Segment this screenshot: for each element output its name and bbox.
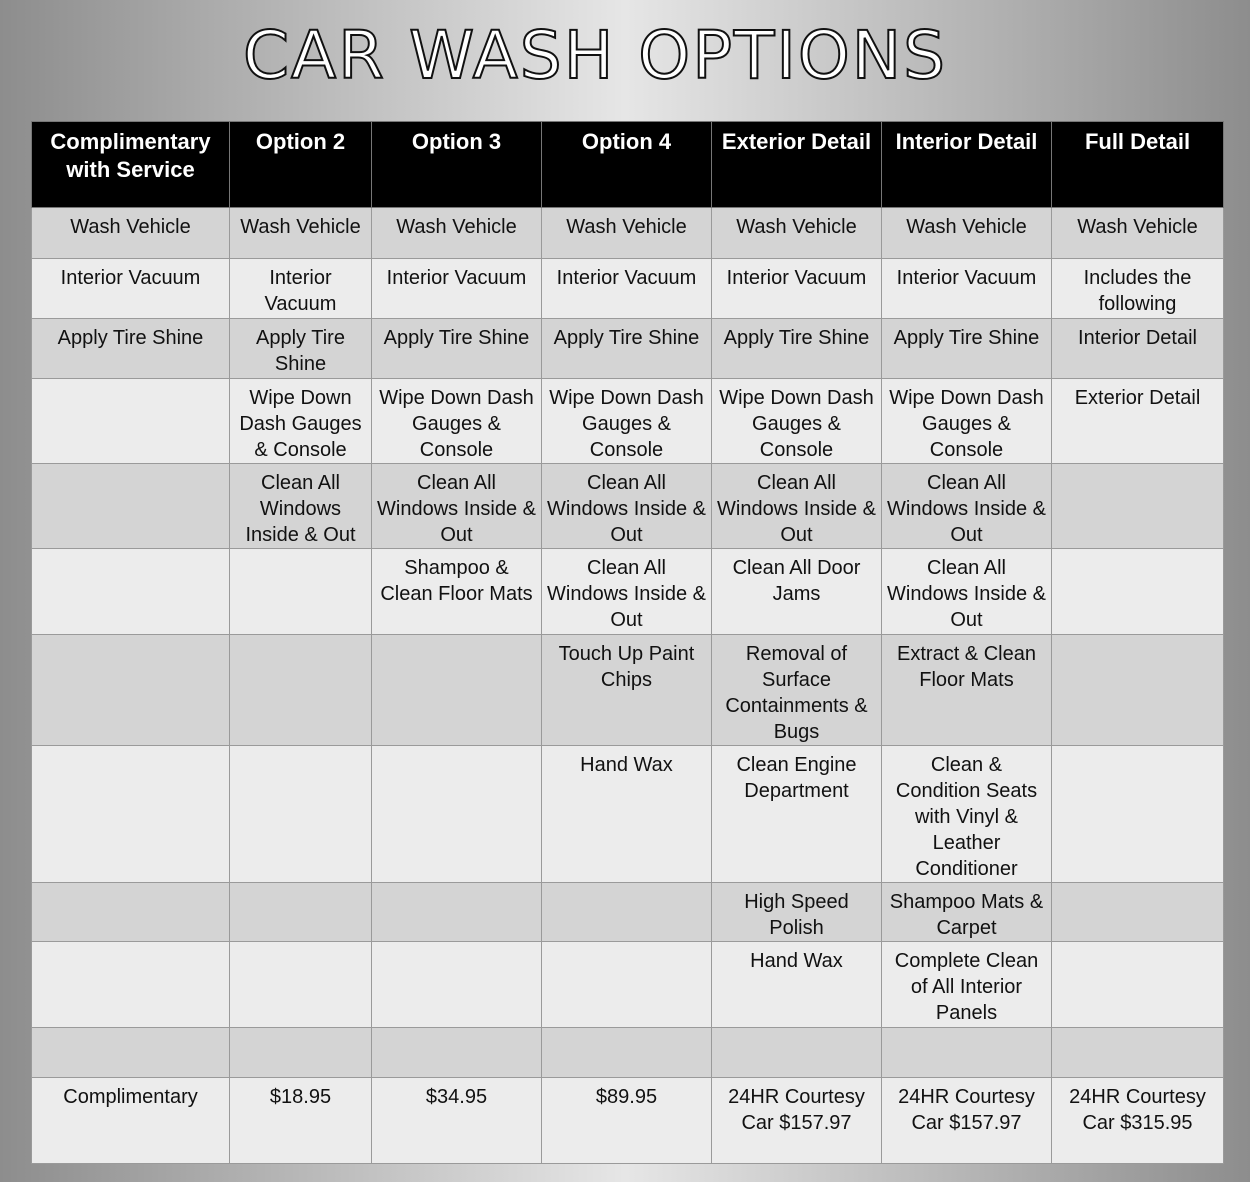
table-cell — [372, 746, 542, 883]
table-cell — [32, 635, 230, 746]
table-cell — [542, 1028, 712, 1078]
table-cell: Removal of Surface Containments & Bugs — [712, 635, 882, 746]
table-cell: Wipe Down Dash Gauges & Console — [230, 379, 372, 464]
table-cell — [1052, 549, 1224, 635]
table-cell: Extract & Clean Floor Mats — [882, 635, 1052, 746]
table-row — [32, 464, 1224, 549]
table-cell — [32, 464, 230, 549]
table-cell: Complete Clean of All Interior Panels — [882, 942, 1052, 1028]
table-cell: Interior Vacuum — [712, 259, 882, 319]
price-cell: $34.95 — [372, 1078, 542, 1164]
table-cell: Wash Vehicle — [882, 208, 1052, 259]
column-header: Option 2 — [230, 122, 372, 208]
table-cell — [230, 883, 372, 942]
table-cell: Clean All Windows Inside & Out — [372, 464, 542, 549]
table-row — [32, 883, 1224, 942]
table-row — [32, 746, 1224, 883]
table-row — [32, 942, 1224, 1028]
table-cell: Wash Vehicle — [230, 208, 372, 259]
table-cell: Clean All Door Jams — [712, 549, 882, 635]
price-cell: Complimentary — [32, 1078, 230, 1164]
table-row — [32, 549, 1224, 635]
table-row — [32, 635, 1224, 746]
table-cell: Hand Wax — [712, 942, 882, 1028]
table-cell — [1052, 1028, 1224, 1078]
price-cell: $89.95 — [542, 1078, 712, 1164]
table-cell: Exterior Detail — [1052, 379, 1224, 464]
table-cell — [542, 942, 712, 1028]
page-title: CAR WASH OPTIONS — [242, 17, 948, 94]
table-cell: Clean & Condition Seats with Vinyl & Leather Conditioner — [882, 746, 1052, 883]
table-cell — [32, 883, 230, 942]
table-cell: Apply Tire Shine — [712, 319, 882, 379]
column-header: Interior Detail — [882, 122, 1052, 208]
table-cell — [1052, 746, 1224, 883]
column-header: Option 3 — [372, 122, 542, 208]
table-cell — [372, 883, 542, 942]
table-row — [32, 319, 1224, 379]
table-cell: Apply Tire Shine — [32, 319, 230, 379]
table-cell: Shampoo Mats & Carpet — [882, 883, 1052, 942]
header-row — [32, 122, 1224, 208]
table-cell: Touch Up Paint Chips — [542, 635, 712, 746]
table-cell: Wash Vehicle — [542, 208, 712, 259]
table-cell: Clean All Windows Inside & Out — [882, 549, 1052, 635]
table-cell — [372, 1028, 542, 1078]
table-cell: Interior Vacuum — [32, 259, 230, 319]
table-cell — [372, 635, 542, 746]
table-cell — [32, 1028, 230, 1078]
table-cell: Apply Tire Shine — [542, 319, 712, 379]
table-cell: Wipe Down Dash Gauges & Console — [542, 379, 712, 464]
table-cell — [542, 883, 712, 942]
table-cell — [882, 1028, 1052, 1078]
table-cell: Wipe Down Dash Gauges & Console — [712, 379, 882, 464]
table-cell — [230, 746, 372, 883]
table-cell: Interior Vacuum — [372, 259, 542, 319]
table-cell: Interior Vacuum — [542, 259, 712, 319]
table-cell — [372, 942, 542, 1028]
table-cell: Wash Vehicle — [32, 208, 230, 259]
table-cell: Interior Detail — [1052, 319, 1224, 379]
price-cell: 24HR Courtesy Car $157.97 — [712, 1078, 882, 1164]
table-cell — [1052, 635, 1224, 746]
table-cell: Wash Vehicle — [712, 208, 882, 259]
price-cell: 24HR Courtesy Car $157.97 — [882, 1078, 1052, 1164]
table-cell — [1052, 464, 1224, 549]
table-cell: High Speed Polish — [712, 883, 882, 942]
table-cell: Clean All Windows Inside & Out — [542, 549, 712, 635]
table-cell: Clean All Windows Inside & Out — [882, 464, 1052, 549]
table-cell — [32, 379, 230, 464]
table-cell: Shampoo & Clean Floor Mats — [372, 549, 542, 635]
table-cell — [32, 549, 230, 635]
table-row — [32, 379, 1224, 464]
table-cell: Hand Wax — [542, 746, 712, 883]
table-cell — [32, 942, 230, 1028]
table-cell: Apply Tire Shine — [230, 319, 372, 379]
table-cell: Clean All Windows Inside & Out — [712, 464, 882, 549]
table-cell: Wipe Down Dash Gauges & Console — [882, 379, 1052, 464]
table-cell — [712, 1028, 882, 1078]
table-cell: Apply Tire Shine — [372, 319, 542, 379]
table-cell: Wash Vehicle — [1052, 208, 1224, 259]
table-row — [32, 259, 1224, 319]
table-cell: Wipe Down Dash Gauges & Console — [372, 379, 542, 464]
price-row — [32, 1078, 1224, 1164]
car-wash-options-table — [31, 121, 1224, 1164]
table-row — [32, 208, 1224, 259]
table-cell — [230, 1028, 372, 1078]
table-cell: Apply Tire Shine — [882, 319, 1052, 379]
table-cell: Clean All Windows Inside & Out — [230, 464, 372, 549]
price-cell: $18.95 — [230, 1078, 372, 1164]
table-cell: Interior Vacuum — [230, 259, 372, 319]
column-header: Option 4 — [542, 122, 712, 208]
column-header: Exterior Detail — [712, 122, 882, 208]
table-cell: Wash Vehicle — [372, 208, 542, 259]
column-header: Full Detail — [1052, 122, 1224, 208]
table-cell — [230, 635, 372, 746]
table-cell — [230, 549, 372, 635]
table-cell: Interior Vacuum — [882, 259, 1052, 319]
price-cell: 24HR Courtesy Car $315.95 — [1052, 1078, 1224, 1164]
table-cell: Clean All Windows Inside & Out — [542, 464, 712, 549]
table-cell — [32, 746, 230, 883]
table-cell: Clean Engine Department — [712, 746, 882, 883]
table-row — [32, 1028, 1224, 1078]
table-cell — [230, 942, 372, 1028]
table-cell — [1052, 942, 1224, 1028]
table-cell — [1052, 883, 1224, 942]
table-cell: Includes the following — [1052, 259, 1224, 319]
column-header: Complimentary with Service — [32, 122, 230, 208]
